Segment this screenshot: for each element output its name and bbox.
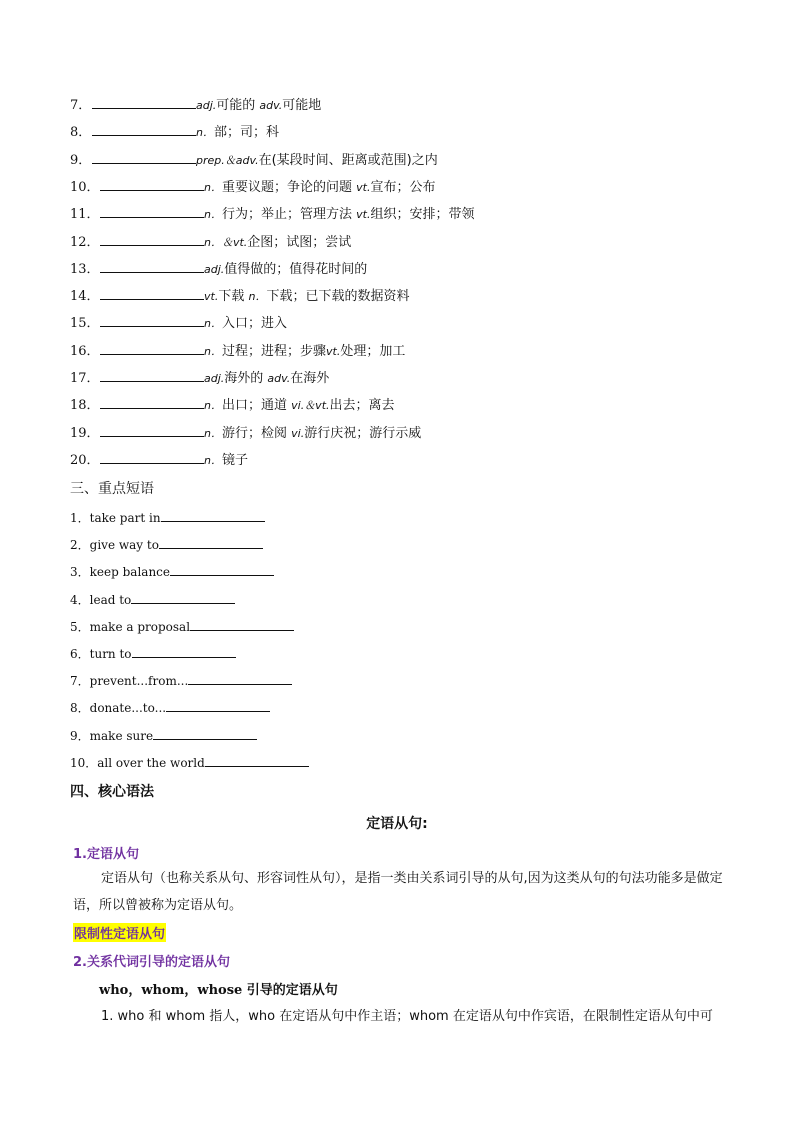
subsection-bold-line: who，whom，whose 引导的定语从句 [99, 983, 338, 998]
answer-blank[interactable] [92, 96, 196, 109]
highlight-label: 限制性定语从句 [73, 923, 166, 942]
vocab-item [70, 451, 248, 469]
vocab-number: 11． [70, 207, 100, 222]
definition: 镜子 [221, 453, 248, 468]
vocab-number: 19． [70, 426, 100, 441]
part-of-speech: n． [204, 208, 222, 221]
definition: 企图；试图；尝试 [247, 235, 352, 250]
phrase-text: make sure [89, 729, 154, 743]
section-heading-grammar: 四、核心语法 [70, 784, 154, 800]
vocab-item [70, 96, 321, 114]
phrase-text: donate...to... [89, 701, 167, 715]
vocab-item [70, 178, 435, 196]
definition: 游行；检阅 [221, 426, 292, 441]
answer-blank[interactable] [132, 645, 236, 658]
answer-blank[interactable] [100, 396, 204, 409]
part-of-speech: n． [196, 126, 214, 139]
answer-blank[interactable] [153, 727, 257, 740]
vocab-number: 12． [70, 235, 100, 250]
phrase-number: 2． [70, 538, 90, 552]
answer-blank[interactable] [100, 314, 204, 327]
answer-blank[interactable] [100, 287, 204, 300]
phrase-number: 5． [70, 620, 90, 634]
answer-blank[interactable] [100, 369, 204, 382]
phrase-item [70, 509, 265, 526]
phrase-text: make a proposal [89, 620, 191, 634]
vocab-number: 17． [70, 371, 100, 386]
phrase-text: prevent...from... [89, 674, 189, 688]
phrase-item [70, 727, 257, 744]
part-of-speech: prep.＆adv. [196, 154, 259, 167]
vocab-number: 10． [70, 180, 100, 195]
definition: 可能的 [216, 98, 260, 113]
part-of-speech: adv. [259, 99, 283, 112]
phrase-number: 7． [70, 674, 90, 688]
vocab-item [70, 396, 395, 414]
phrase-text: take part in [89, 511, 161, 525]
phrase-item [70, 699, 270, 716]
vocab-number: 9． [70, 153, 92, 168]
part-of-speech: n．＆vt. [204, 236, 248, 249]
part-of-speech: n． [204, 345, 222, 358]
phrase-number: 3． [70, 565, 90, 579]
answer-blank[interactable] [100, 451, 204, 464]
phrase-item [70, 754, 309, 771]
answer-blank[interactable] [161, 509, 265, 522]
part-of-speech: n． [248, 290, 267, 303]
definition: 可能地 [282, 98, 322, 113]
part-of-speech: n． [204, 454, 222, 467]
answer-blank[interactable] [131, 591, 235, 604]
answer-blank[interactable] [205, 754, 309, 767]
vocab-item [70, 342, 405, 360]
vocab-item [70, 287, 409, 305]
vocab-number: 20． [70, 453, 100, 468]
phrase-text: keep balance [89, 565, 170, 579]
part-of-speech: adv. [267, 372, 291, 385]
phrase-item [70, 563, 274, 580]
part-of-speech: adj. [204, 263, 225, 276]
answer-blank[interactable] [100, 205, 204, 218]
answer-blank[interactable] [100, 424, 204, 437]
vocab-item [70, 205, 474, 223]
definition: 海外的 [224, 371, 268, 386]
definition: 游行庆祝；游行示威 [304, 426, 422, 441]
vocab-number: 8． [70, 125, 92, 140]
part-of-speech: vt. [356, 181, 371, 194]
part-of-speech: n． [204, 181, 222, 194]
phrase-item [70, 645, 236, 662]
definition: 在(某段时间、距离或范围)之内 [258, 153, 438, 168]
part-of-speech: n． [204, 427, 222, 440]
definition: 下载；已下载的数据资料 [266, 289, 410, 304]
phrase-number: 9． [70, 729, 90, 743]
vocab-item [70, 233, 351, 251]
vocab-item [70, 314, 287, 332]
part-of-speech: n． [204, 317, 222, 330]
definition: 值得做的；值得花时间的 [224, 262, 368, 277]
vocab-number: 18． [70, 398, 100, 413]
vocab-item [70, 369, 329, 387]
phrase-text: lead to [89, 593, 132, 607]
part-of-speech: adj. [196, 99, 217, 112]
phrase-number: 6． [70, 647, 90, 661]
answer-blank[interactable] [92, 151, 196, 164]
definition: 组织；安排；带领 [370, 207, 475, 222]
phrase-text: turn to [89, 647, 132, 661]
phrase-item [70, 536, 263, 553]
part-of-speech: vi.＆vt. [291, 399, 330, 412]
part-of-speech: n． [204, 399, 222, 412]
definition: 重要议题；争论的问题 [221, 180, 357, 195]
definition: 在海外 [290, 371, 330, 386]
definition: 出去；离去 [329, 398, 395, 413]
definition: 出口；通道 [221, 398, 292, 413]
rule-text-line: 1. who 和 whom 指人，who 在定语从句中作主语；whom 在定语从句中作宾语，在限制性定语从句中可 [101, 1009, 713, 1024]
phrase-item [70, 591, 235, 608]
phrase-number: 8． [70, 701, 90, 715]
part-of-speech: vt. [204, 290, 219, 303]
vocab-item [70, 424, 421, 442]
vocab-number: 7． [70, 98, 92, 113]
subsection-title-2: 2.关系代词引导的定语从句 [73, 955, 230, 970]
part-of-speech: vi. [291, 427, 305, 440]
answer-blank[interactable] [159, 536, 263, 549]
definition: 宣布；公布 [370, 180, 436, 195]
subsection-title-1: 1.定语从句 [73, 847, 139, 862]
part-of-speech: vt. [356, 208, 371, 221]
phrase-number: 1． [70, 511, 90, 525]
phrase-number: 10． [70, 756, 98, 770]
vocab-item [70, 123, 279, 141]
definition: 行为；举止；管理方法 [221, 207, 357, 222]
vocab-item [70, 151, 438, 169]
vocab-item [70, 260, 367, 278]
answer-blank[interactable] [92, 123, 196, 136]
answer-blank[interactable] [188, 672, 292, 685]
definition: 过程；进程；步骤 [221, 344, 326, 359]
definition: 入口；进入 [221, 316, 287, 331]
answer-blank[interactable] [100, 342, 204, 355]
answer-blank[interactable] [170, 563, 274, 576]
phrase-item [70, 672, 292, 689]
vocab-number: 16． [70, 344, 100, 359]
definition: 处理；加工 [340, 344, 406, 359]
phrase-number: 4． [70, 593, 90, 607]
answer-blank[interactable] [190, 618, 294, 631]
section-heading-phrases: 三、重点短语 [70, 481, 154, 497]
phrase-text: all over the world [97, 756, 205, 770]
part-of-speech: adj. [204, 372, 225, 385]
answer-blank[interactable] [100, 178, 204, 191]
phrase-text: give way to [89, 538, 159, 552]
answer-blank[interactable] [100, 260, 204, 273]
vocab-number: 14． [70, 289, 100, 304]
answer-blank[interactable] [166, 699, 270, 712]
phrase-item [70, 618, 294, 635]
part-of-speech: vt. [326, 345, 341, 358]
grammar-title: 定语从句: [366, 816, 428, 832]
definition: 部；司；科 [213, 125, 279, 140]
answer-blank[interactable] [100, 233, 204, 246]
vocab-number: 15． [70, 316, 100, 331]
definition: 下载 [218, 289, 249, 304]
vocab-number: 13． [70, 262, 100, 277]
definition-paragraph: 定语从句（也称关系从句、形容词性从句），是指一类由关系词引导的从句,因为这类从句的句法功能多是做定语，所以曾被称为定语从句。 [73, 871, 723, 913]
